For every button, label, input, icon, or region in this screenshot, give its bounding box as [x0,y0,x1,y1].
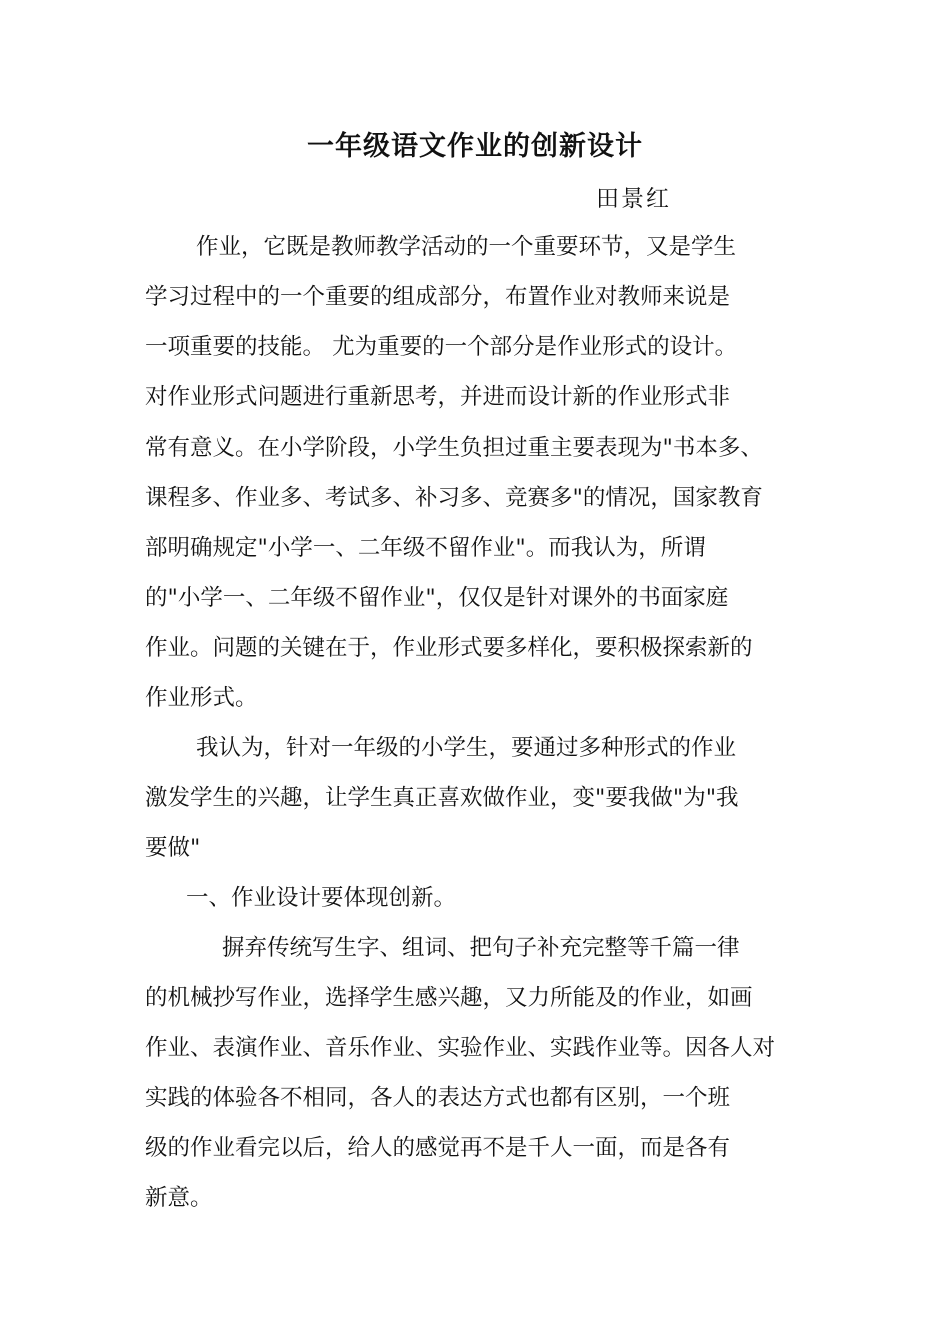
paragraph-line: 课程多、作业多、考试多、补习多、竞赛多"的情况，国家教育 [145,485,763,511]
paragraph-line: 一项重要的技能。 尤为重要的一个部分是作业形式的设计。 [145,334,738,360]
author-name: 田景红 [596,186,671,212]
paragraph-line: 新意。 [145,1185,213,1211]
paragraph-line: 激发学生的兴趣，让学生真正喜欢做作业，变"要我做"为"我 [145,785,739,811]
paragraph-line: 的机械抄写作业，选择学生感兴趣，又力所能及的作业，如画 [145,985,753,1011]
paragraph-line: 的"小学一、二年级不留作业"，仅仅是针对课外的书面家庭 [145,585,729,611]
paragraph-line: 部明确规定"小学一、二年级不留作业"。而我认为，所谓 [145,535,706,561]
paragraph-line: 摒弃传统写生字、组词、把句子补充完整等千篇一律 [222,935,740,961]
paragraph-line: 学习过程中的一个重要的组成部分，布置作业对教师来说是 [145,284,731,310]
paragraph-line: 要做" [145,835,201,861]
paragraph-line: 级的作业看完以后，给人的感觉再不是千人一面，而是各有 [145,1135,731,1161]
section-heading: 一、作业设计要体现创新。 [186,885,457,911]
paragraph-line: 常有意义。在小学阶段，小学生负担过重主要表现为"书本多、 [145,435,763,461]
paragraph-line: 作业形式。 [145,685,258,711]
paragraph-line: 作业、表演作业、音乐作业、实验作业、实践作业等。因各人对 [145,1035,776,1061]
paragraph-line: 实践的体验各不相同，各人的表达方式也都有区别，一个班 [145,1085,731,1111]
paragraph-line: 作业，它既是教师教学活动的一个重要环节，又是学生 [196,234,737,260]
document-title: 一年级语文作业的创新设计 [307,131,643,162]
paragraph-line: 我认为，针对一年级的小学生，要通过多种形式的作业 [196,735,737,761]
paragraph-line: 对作业形式问题进行重新思考，并进而设计新的作业形式非 [145,384,731,410]
paragraph-line: 作业。问题的关键在于，作业形式要多样化，要积极探索新的 [145,635,753,661]
